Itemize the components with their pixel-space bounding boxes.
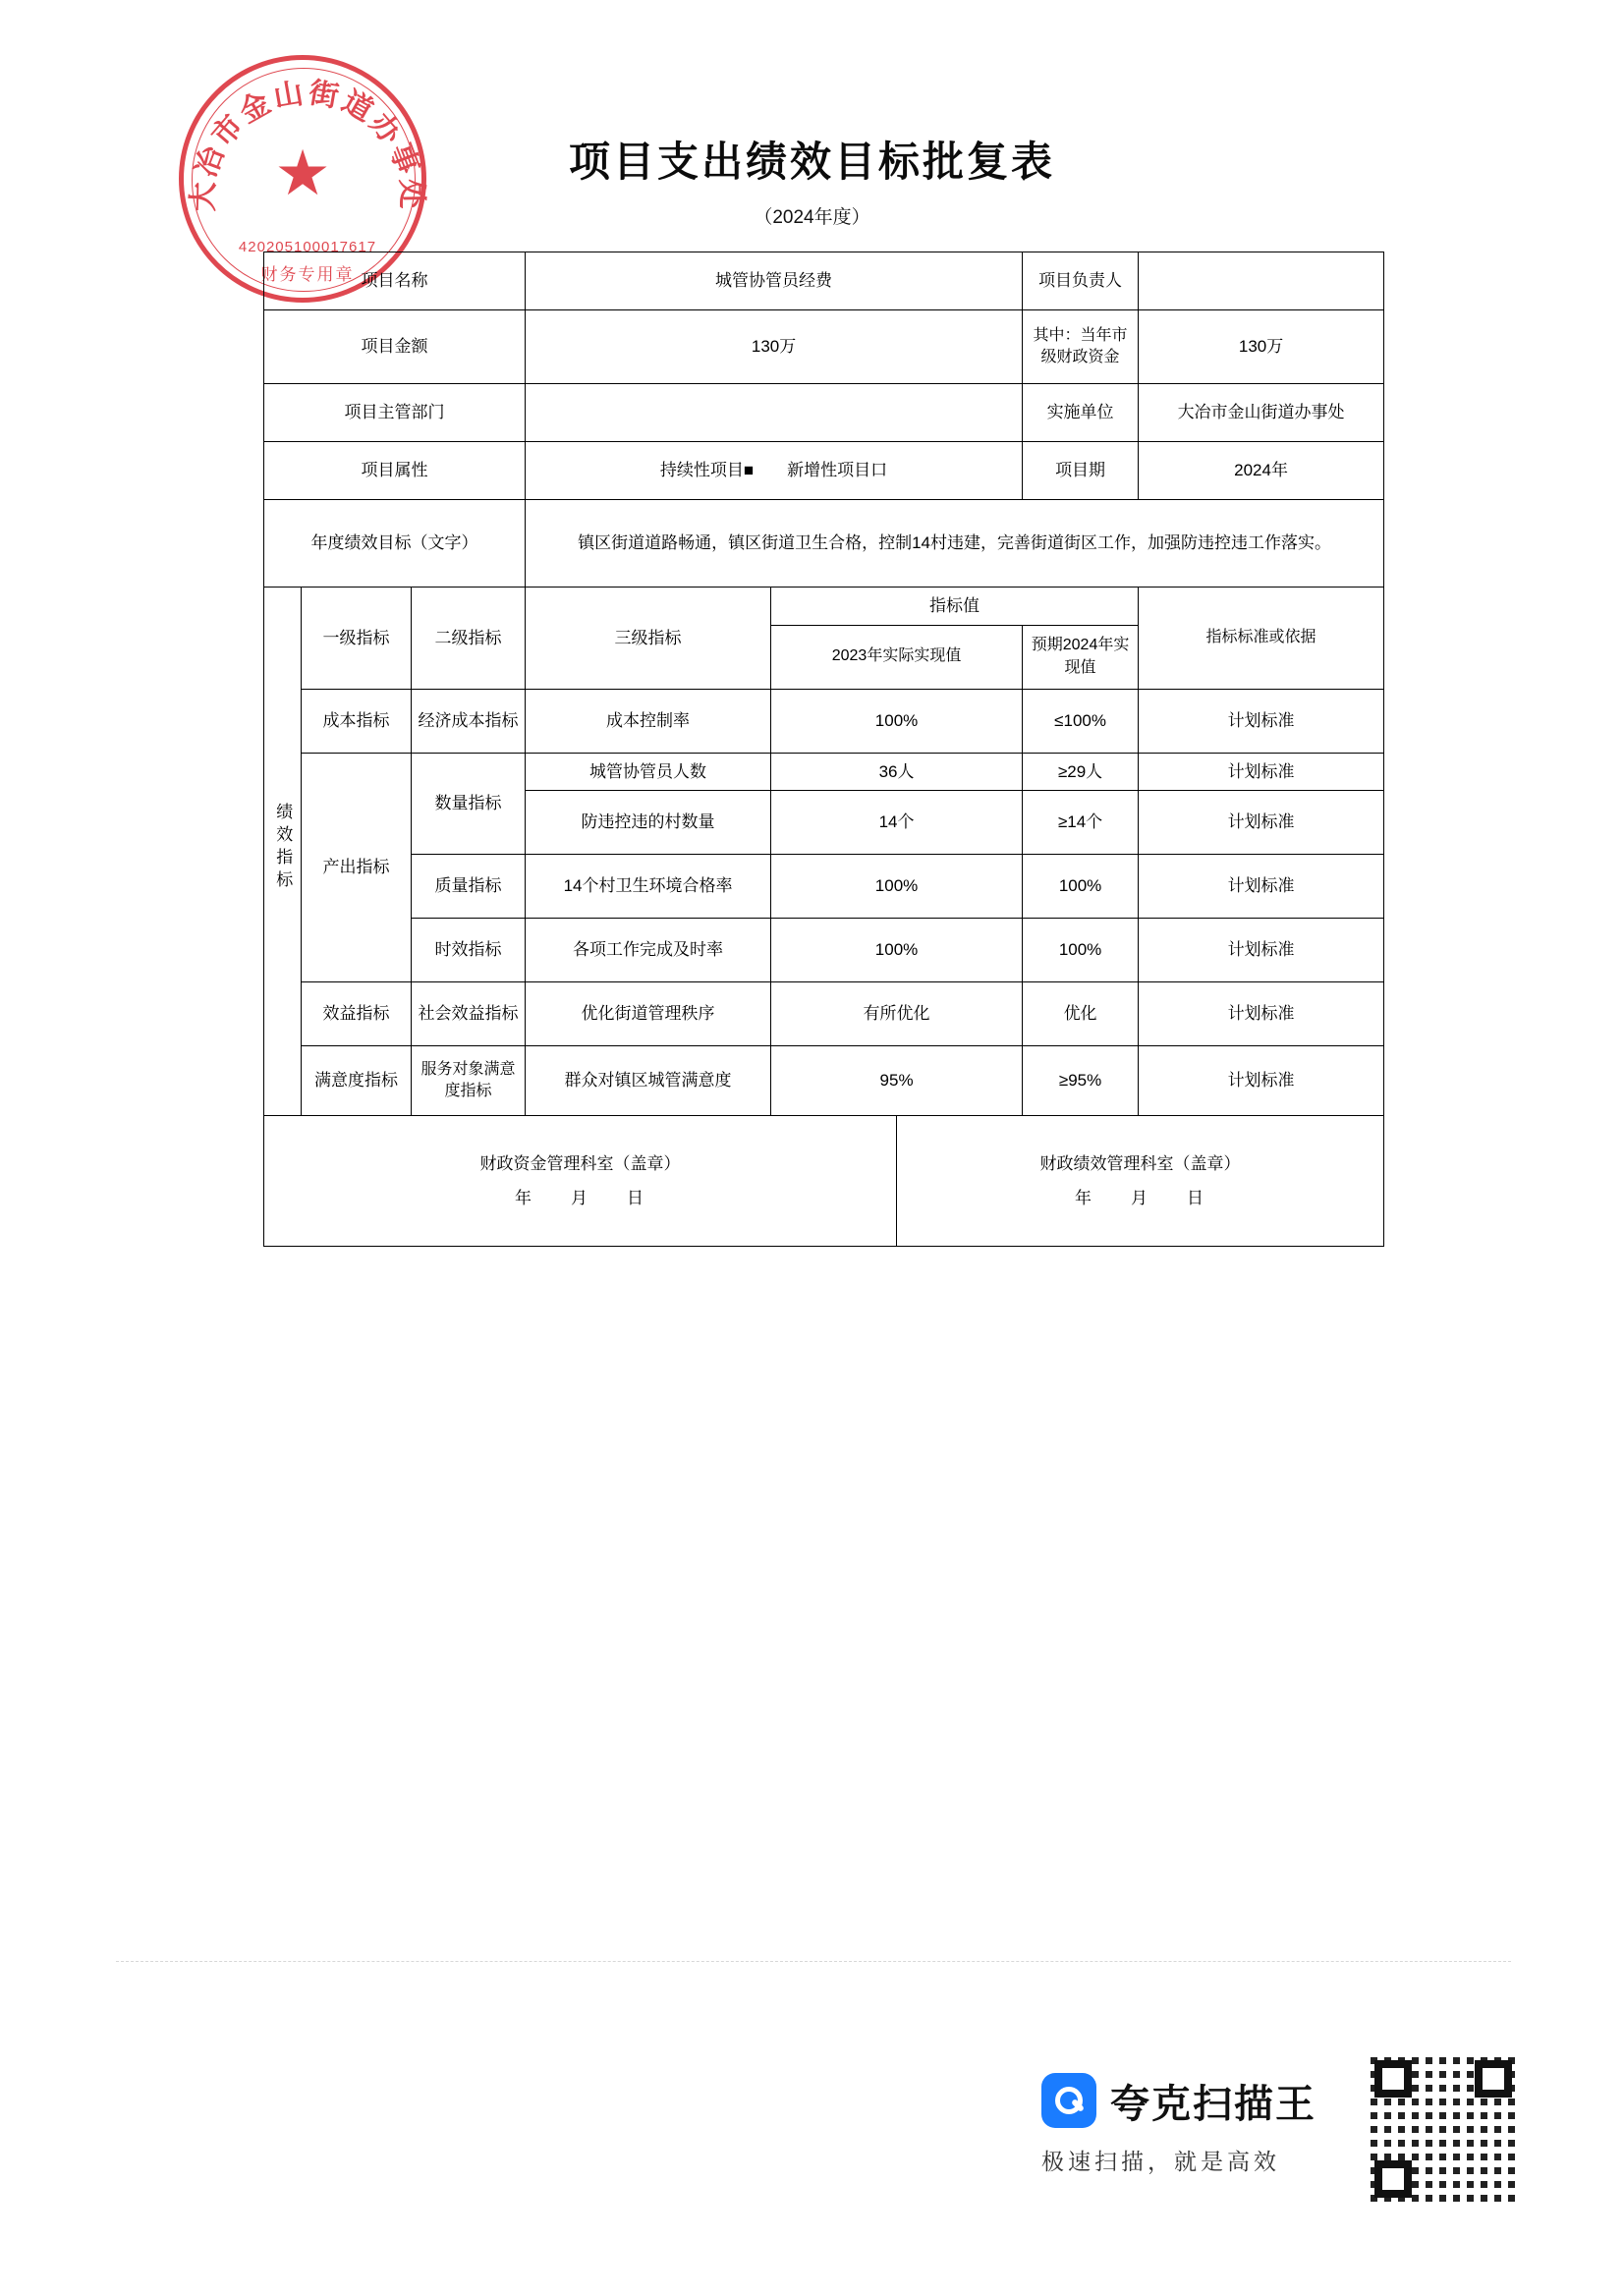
table-row — [264, 310, 1384, 384]
performance-indicator-side-label: 绩效指标 — [264, 588, 302, 1116]
table-row — [264, 442, 1384, 500]
indicator-standard: 计划标准 — [1139, 982, 1384, 1046]
indicator-level3: 城管协管员人数 — [526, 753, 771, 791]
project-name-label: 项目名称 — [264, 252, 526, 310]
implementing-unit-value: 大冶市金山街道办事处 — [1139, 384, 1384, 442]
table-row — [264, 588, 1384, 626]
finance-performance-signature-date: 年 月 日 — [1075, 1189, 1206, 1207]
project-period-value: 2024年 — [1139, 442, 1384, 500]
indicator-level1: 满意度指标 — [302, 1046, 412, 1116]
table-row — [264, 753, 1384, 791]
indicator-actual: 36人 — [771, 753, 1023, 791]
indicator-level1: 效益指标 — [302, 982, 412, 1046]
city-fund-value: 130万 — [1139, 310, 1384, 384]
indicator-level2: 时效指标 — [412, 919, 526, 982]
indicator-actual: 95% — [771, 1046, 1023, 1116]
indicator-level3: 成本控制率 — [526, 689, 771, 753]
indicator-actual: 有所优化 — [771, 982, 1023, 1046]
indicator-expected: 100% — [1023, 855, 1139, 919]
indicator-expected: ≤100% — [1023, 689, 1139, 753]
table-row — [264, 855, 1384, 919]
indicator-expected: 优化 — [1023, 982, 1139, 1046]
indicator-standard: 计划标准 — [1139, 1046, 1384, 1116]
indicator-standard: 计划标准 — [1139, 855, 1384, 919]
amount-value: 130万 — [526, 310, 1023, 384]
header-actual-2023: 2023年实际实现值 — [771, 625, 1023, 689]
finance-fund-signature-title: 财政资金管理科室（盖章） — [479, 1153, 681, 1173]
table-row — [264, 1116, 1384, 1247]
table-row — [264, 689, 1384, 753]
city-fund-label: 其中：当年市级财政资金 — [1023, 310, 1139, 384]
watermark-brand-name: 夸克扫描王 — [1110, 2082, 1316, 2126]
indicator-standard: 计划标准 — [1139, 753, 1384, 791]
header-level1: 一级指标 — [302, 588, 412, 690]
department-label: 项目主管部门 — [264, 384, 526, 442]
table-row — [264, 1046, 1384, 1116]
department-value — [526, 384, 1023, 442]
implementing-unit-label: 实施单位 — [1023, 384, 1139, 442]
amount-label: 项目金额 — [264, 310, 526, 384]
project-period-label: 项目期 — [1023, 442, 1139, 500]
indicator-actual: 14个 — [771, 791, 1023, 855]
indicator-level3: 防违控违的村数量 — [526, 791, 771, 855]
indicator-level1: 产出指标 — [302, 753, 412, 982]
indicator-level2: 数量指标 — [412, 753, 526, 855]
finance-fund-signature-block — [264, 1116, 897, 1247]
indicator-level3: 优化街道管理秩序 — [526, 982, 771, 1046]
qr-code-icon — [1366, 2051, 1521, 2207]
footer-divider — [116, 1961, 1511, 1962]
indicator-level2: 经济成本指标 — [412, 689, 526, 753]
annual-goal-text: 镇区街道道路畅通，镇区街道卫生合格，控制14村违建，完善街道街区工作，加强防违控违工作落实。 — [526, 500, 1384, 588]
seal-code: 420205100017617 — [238, 239, 377, 255]
indicator-level3: 群众对镇区城管满意度 — [526, 1046, 771, 1116]
title-block — [0, 130, 1624, 229]
scan-circle-icon — [1041, 2073, 1096, 2128]
seal-star-icon: ★ — [274, 139, 331, 209]
indicator-level3: 14个村卫生环境合格率 — [526, 855, 771, 919]
watermark-tagline: 极速扫描，就是高效 — [1041, 2149, 1280, 2174]
table-row — [264, 500, 1384, 588]
page-subtitle: （2024年度） — [754, 207, 870, 228]
indicator-standard: 计划标准 — [1139, 791, 1384, 855]
indicator-expected: ≥14个 — [1023, 791, 1139, 855]
watermark-brand — [1041, 2071, 1366, 2130]
header-level2: 二级指标 — [412, 588, 526, 690]
indicator-actual: 100% — [771, 919, 1023, 982]
header-expected-2024: 预期2024年实现值 — [1023, 625, 1139, 689]
page-title: 项目支出绩效目标批复表 — [568, 139, 1055, 185]
indicator-actual: 100% — [771, 689, 1023, 753]
indicator-level2: 质量指标 — [412, 855, 526, 919]
indicator-level1: 成本指标 — [302, 689, 412, 753]
indicator-standard: 计划标准 — [1139, 919, 1384, 982]
indicator-expected: ≥95% — [1023, 1046, 1139, 1116]
svg-text:大冶市金山街道办事处: 大冶市金山街道办事处 — [187, 76, 428, 212]
finance-performance-signature-title: 财政绩效管理科室（盖章） — [1039, 1153, 1241, 1173]
indicator-level2: 社会效益指标 — [412, 982, 526, 1046]
indicator-standard: 计划标准 — [1139, 689, 1384, 753]
indicator-level3: 各项工作完成及时率 — [526, 919, 771, 982]
indicator-expected: 100% — [1023, 919, 1139, 982]
header-level3: 三级指标 — [526, 588, 771, 690]
indicator-level2: 服务对象满意度指标 — [412, 1046, 526, 1116]
performance-target-table — [263, 252, 1383, 1247]
project-leader-label: 项目负责人 — [1023, 252, 1139, 310]
project-leader-value — [1139, 252, 1384, 310]
project-attribute-value: 持续性项目■ 新增性项目口 — [526, 442, 1023, 500]
table-row — [264, 982, 1384, 1046]
project-attribute-label: 项目属性 — [264, 442, 526, 500]
finance-fund-signature-date: 年 月 日 — [515, 1189, 646, 1207]
annual-goal-label: 年度绩效目标（文字） — [264, 500, 526, 588]
table-row — [264, 919, 1384, 982]
indicator-actual: 100% — [771, 855, 1023, 919]
header-standard: 指标标准或依据 — [1139, 588, 1384, 690]
header-value-group: 指标值 — [771, 588, 1139, 626]
table-row — [264, 252, 1384, 310]
project-name-value: 城管协管员经费 — [526, 252, 1023, 310]
seal-bottom-text: 财务专用章 — [260, 265, 355, 284]
indicator-expected: ≥29人 — [1023, 753, 1139, 791]
finance-performance-signature-block — [897, 1116, 1384, 1247]
table-row — [264, 384, 1384, 442]
